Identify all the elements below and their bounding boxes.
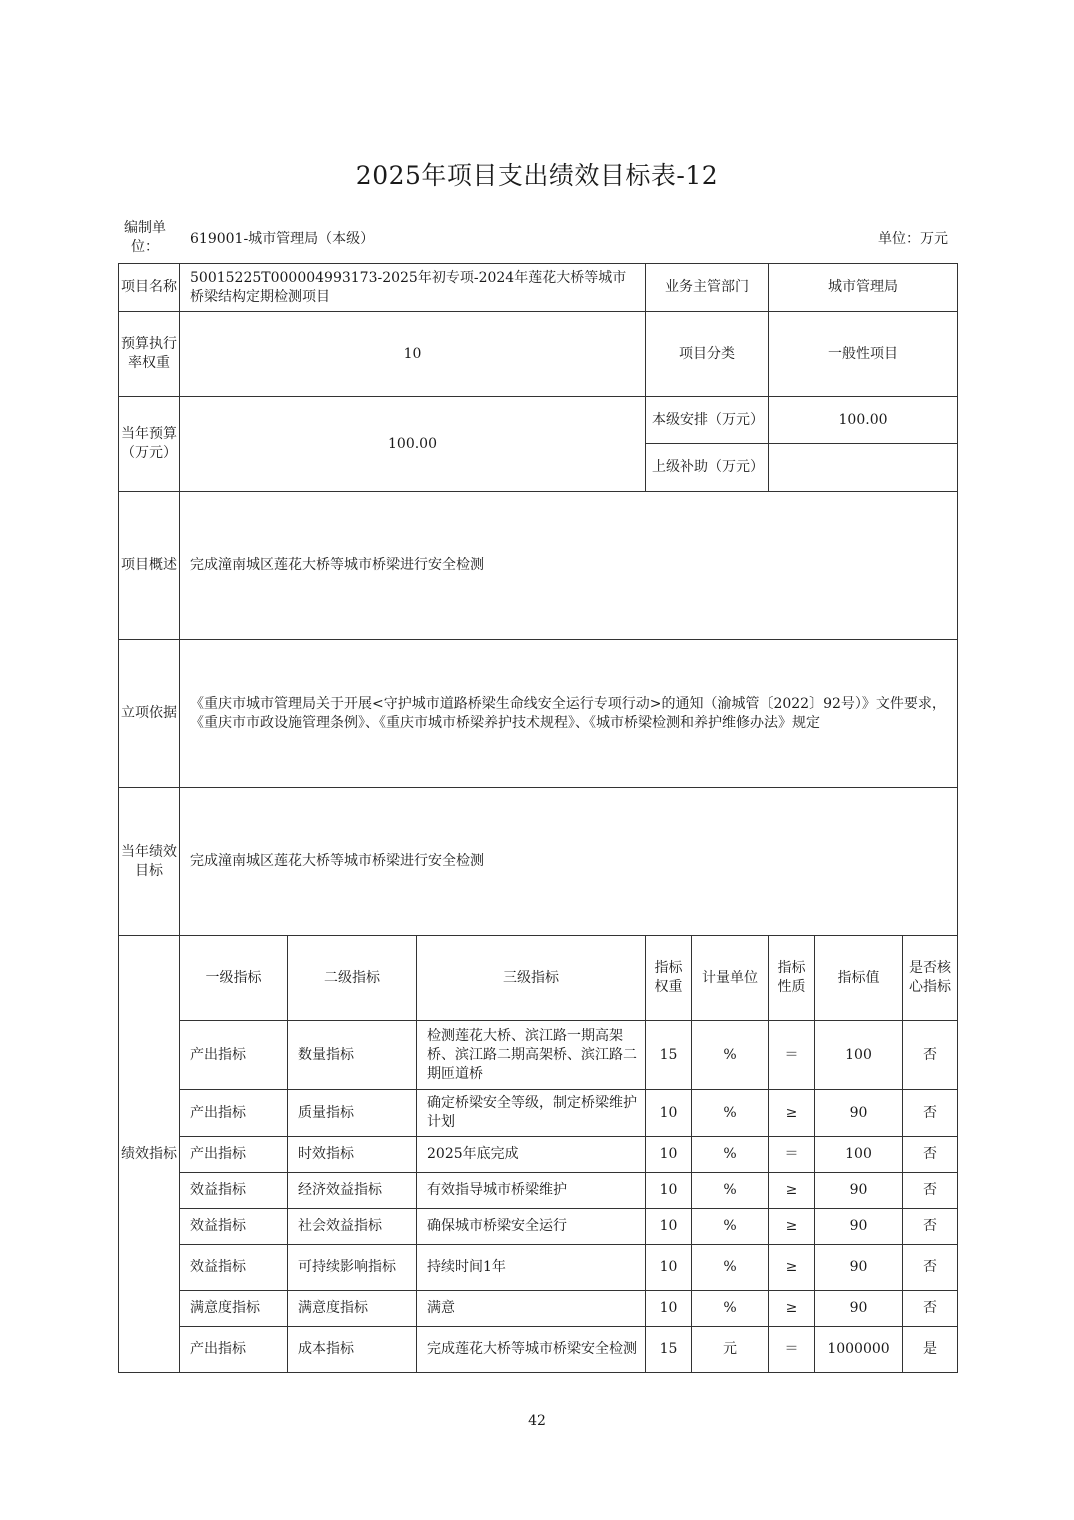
basis-label: 立项依据 [119, 640, 180, 788]
header-nature: 指标性质 [769, 936, 815, 1021]
category-label: 项目分类 [646, 312, 769, 397]
cell-nature: ＝ [769, 1021, 815, 1090]
cell-level2: 社会效益指标 [288, 1209, 417, 1245]
performance-table [118, 263, 958, 1373]
indicators-label: 绩效指标 [119, 936, 180, 1373]
cell-level1: 效益指标 [180, 1245, 288, 1291]
table-row [119, 1021, 958, 1090]
table-row [119, 1173, 958, 1209]
cell-nature: ≥ [769, 1090, 815, 1137]
currency-unit: 单位：万元 [878, 231, 948, 247]
cell-unit: % [692, 1209, 769, 1245]
cell-weight: 10 [646, 1173, 692, 1209]
table-row [119, 1209, 958, 1245]
cell-unit: % [692, 1245, 769, 1291]
cell-unit: % [692, 1291, 769, 1327]
cell-weight: 10 [646, 1245, 692, 1291]
dept-value: 城市管理局 [769, 264, 958, 312]
cell-unit: % [692, 1021, 769, 1090]
cell-level1: 产出指标 [180, 1090, 288, 1137]
cell-value: 1000000 [815, 1327, 903, 1373]
budget-label: 当年预算（万元） [119, 397, 180, 492]
cell-level3: 完成莲花大桥等城市桥梁安全检测 [417, 1327, 646, 1373]
cell-weight: 10 [646, 1137, 692, 1173]
upper-value [769, 444, 958, 492]
cell-level3: 持续时间1年 [417, 1245, 646, 1291]
cell-weight: 10 [646, 1090, 692, 1137]
overview-value: 完成潼南城区莲花大桥等城市桥梁进行安全检测 [180, 492, 958, 640]
cell-level3: 检测莲花大桥、滨江路一期高架桥、滨江路二期高架桥、滨江路二期匝道桥 [417, 1021, 646, 1090]
table-row [119, 1090, 958, 1137]
cell-level3: 满意 [417, 1291, 646, 1327]
upper-label: 上级补助（万元） [646, 444, 769, 492]
cell-level2: 可持续影响指标 [288, 1245, 417, 1291]
org-label: 编制单位： [124, 220, 166, 255]
cell-level2: 成本指标 [288, 1327, 417, 1373]
header-level3: 三级指标 [417, 936, 646, 1021]
cell-value: 90 [815, 1090, 903, 1137]
table-row [119, 1291, 958, 1327]
cell-level1: 满意度指标 [180, 1291, 288, 1327]
table-row [119, 1137, 958, 1173]
cell-level1: 效益指标 [180, 1173, 288, 1209]
cell-core: 是 [903, 1327, 958, 1373]
cell-core: 否 [903, 1209, 958, 1245]
cell-core: 否 [903, 1173, 958, 1209]
cell-level3: 2025年底完成 [417, 1137, 646, 1173]
cell-value: 90 [815, 1291, 903, 1327]
local-value: 100.00 [769, 397, 958, 444]
exec-rate-label: 预算执行率权重 [119, 312, 180, 397]
header-unit: 计量单位 [692, 936, 769, 1021]
cell-value: 100 [815, 1021, 903, 1090]
cell-level2: 经济效益指标 [288, 1173, 417, 1209]
cell-core: 否 [903, 1245, 958, 1291]
project-name: 50015225T000004993173-2025年初专项-2024年莲花大桥等城市桥梁结构定期检测项目 [180, 264, 646, 312]
overview-label: 项目概述 [119, 492, 180, 640]
cell-core: 否 [903, 1137, 958, 1173]
cell-weight: 15 [646, 1327, 692, 1373]
header-level1: 一级指标 [180, 936, 288, 1021]
org-name: 619001-城市管理局（本级） [190, 231, 375, 247]
cell-level2: 质量指标 [288, 1090, 417, 1137]
cell-level3: 确定桥梁安全等级，制定桥梁维护计划 [417, 1090, 646, 1137]
cell-value: 90 [815, 1245, 903, 1291]
cell-nature: ≥ [769, 1173, 815, 1209]
cell-nature: ＝ [769, 1327, 815, 1373]
project-name-label: 项目名称 [119, 264, 180, 312]
budget-value: 100.00 [180, 397, 646, 492]
cell-weight: 15 [646, 1021, 692, 1090]
cell-unit: 元 [692, 1327, 769, 1373]
cell-weight: 10 [646, 1291, 692, 1327]
cell-core: 否 [903, 1291, 958, 1327]
cell-core: 否 [903, 1021, 958, 1090]
cell-level1: 效益指标 [180, 1209, 288, 1245]
header-core: 是否核心指标 [903, 936, 958, 1021]
cell-level3: 确保城市桥梁安全运行 [417, 1209, 646, 1245]
basis-value: 《重庆市城市管理局关于开展<守护城市道路桥梁生命线安全运行专项行动>的通知（渝城管〔2022〕92号）》文件要求，《重庆市市政设施管理条例》、《重庆市城市桥梁养护技术规程》、《城市桥梁检测和养护维修办法》规定 [180, 640, 958, 788]
cell-unit: % [692, 1173, 769, 1209]
cell-nature: ＝ [769, 1137, 815, 1173]
cell-level1: 产出指标 [180, 1137, 288, 1173]
cell-value: 90 [815, 1173, 903, 1209]
cell-level2: 满意度指标 [288, 1291, 417, 1327]
cell-level1: 产出指标 [180, 1021, 288, 1090]
cell-nature: ≥ [769, 1209, 815, 1245]
cell-nature: ≥ [769, 1291, 815, 1327]
cell-nature: ≥ [769, 1245, 815, 1291]
exec-rate-value: 10 [180, 312, 646, 397]
cell-level2: 数量指标 [288, 1021, 417, 1090]
page-title: 2025年项目支出绩效目标表-12 [355, 161, 719, 190]
indicator-header-row [119, 936, 958, 1021]
cell-unit: % [692, 1090, 769, 1137]
cell-weight: 10 [646, 1209, 692, 1245]
local-label: 本级安排（万元） [646, 397, 769, 444]
cell-value: 90 [815, 1209, 903, 1245]
table-row [119, 1327, 958, 1373]
goal-value: 完成潼南城区莲花大桥等城市桥梁进行安全检测 [180, 788, 958, 936]
cell-value: 100 [815, 1137, 903, 1173]
header-weight: 指标权重 [646, 936, 692, 1021]
cell-level3: 有效指导城市桥梁维护 [417, 1173, 646, 1209]
header-level2: 二级指标 [288, 936, 417, 1021]
goal-label: 当年绩效目标 [119, 788, 180, 936]
table-row [119, 1245, 958, 1291]
cell-unit: % [692, 1137, 769, 1173]
page-number: 42 [528, 1413, 546, 1429]
cell-core: 否 [903, 1090, 958, 1137]
cell-level2: 时效指标 [288, 1137, 417, 1173]
category-value: 一般性项目 [769, 312, 958, 397]
dept-label: 业务主管部门 [646, 264, 769, 312]
cell-level1: 产出指标 [180, 1327, 288, 1373]
header-value: 指标值 [815, 936, 903, 1021]
